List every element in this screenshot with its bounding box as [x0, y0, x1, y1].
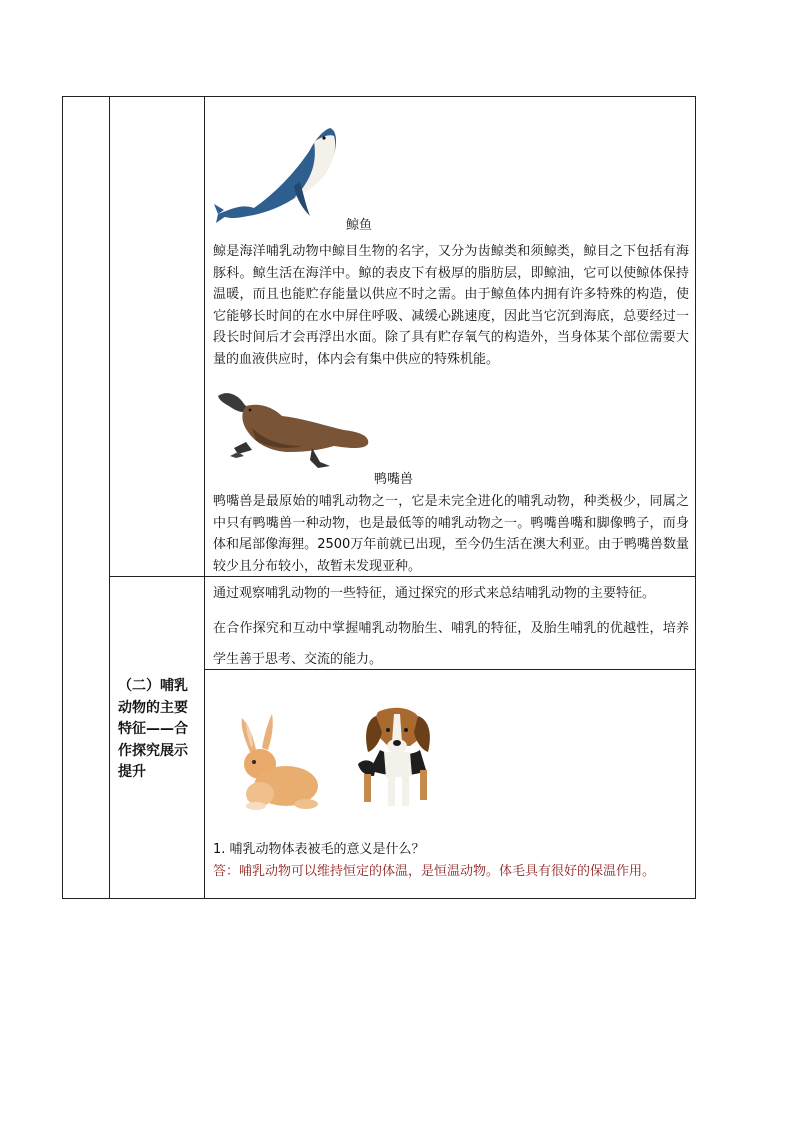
- goal-cooperate: 在合作探究和互动中掌握哺乳动物胎生、哺乳的特征，及胎生哺乳的优越性，培养学生善于思考、交流的能力。: [213, 621, 689, 667]
- whale-description: 鲸是海洋哺乳动物中鲸目生物的名字，又分为齿鲸类和须鲸类，鲸目之下包括有海豚科。鲸生活在海洋中。鲸的表皮下有极厚的脂肪层，即鲸油，它可以使鲸体保持温暖，而且也能贮存能量以供应不时之需。由于鲸鱼体内拥有许多特殊的构造，使它能够长时间的在水中屏住呼吸、减缓心跳速度，因此当它沉到海底，总要经过一段长时间后才会再浮出水面。除了具有贮存氧气的构造外，当身体某个部位需要大量的血液供应时，体内会有集中供应的特殊机能。: [213, 244, 689, 367]
- platypus-caption: 鸭嘴兽: [374, 472, 414, 487]
- table-top-border: [62, 96, 696, 97]
- column-divider-2: [204, 96, 205, 899]
- answer-text: 答：哺乳动物可以维持恒定的体温，是恒温动物。体毛具有很好的保温作用。: [213, 864, 656, 879]
- whale-caption: 鲸鱼: [346, 218, 373, 233]
- platypus-image: [216, 386, 372, 472]
- goal-observe: 通过观察哺乳动物的一些特征，通过探究的形式来总结哺乳动物的主要特征。: [213, 586, 656, 601]
- section-label: （二）哺乳动物的主要特征——合作探究展示提升: [118, 678, 188, 780]
- table-left-border: [62, 96, 63, 899]
- table-right-border: [695, 96, 696, 899]
- question-text: 1. 哺乳动物体表被毛的意义是什么？: [213, 842, 425, 857]
- column-divider-1: [109, 96, 110, 899]
- dog-image: [350, 706, 442, 810]
- table-bottom-border: [62, 898, 696, 899]
- whale-image: [214, 124, 340, 224]
- rabbit-image: [226, 714, 320, 810]
- platypus-description: 鸭嘴兽是最原始的哺乳动物之一，它是未完全进化的哺乳动物，种类极少，同属之中只有鸭嘴兽一种动物，也是最低等的哺乳动物之一。鸭嘴兽嘴和脚像鸭子，而身体和尾部像海狸。2500万年前就已出现，至今仍生活在澳大利亚。由于鸭嘴兽数量较少且分布较小，故暂未发现亚种。: [213, 494, 689, 574]
